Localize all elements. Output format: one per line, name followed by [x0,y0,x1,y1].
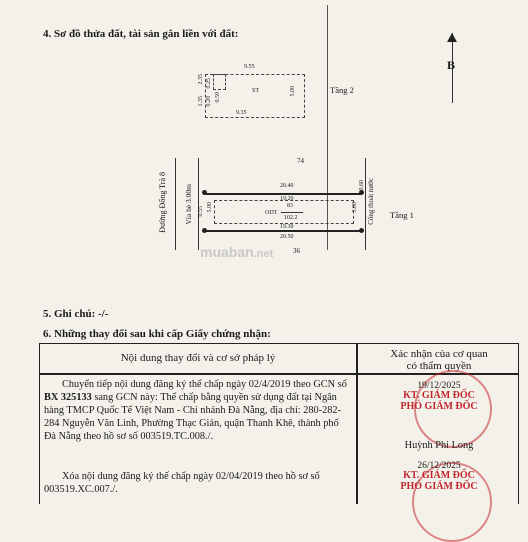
corner-point-1 [202,190,207,195]
row1-line5: Đà Nẵng theo hồ sơ số 003519.TC.008./. [44,431,214,442]
confirm1-title-2: PHÓ GIÁM ĐỐC [400,401,478,412]
parcel-fraction-line [281,212,303,213]
plot-bottom-boundary [204,230,362,232]
floor2-bottom-width: 9.35 [236,110,247,116]
corner-point-2 [359,190,364,195]
floor2-left-dim-1: 2.35 [198,74,204,85]
table-header-confirm-2: có thẩm quyền [406,360,472,372]
plot-bottom-inner: 19.30 [280,224,294,230]
plot-top-boundary [204,193,362,195]
corner-point-3 [202,228,207,233]
floor2-top-width: 9.55 [244,64,255,70]
plot-top-outer: 20.40 [280,183,294,189]
neighbor-bottom-number: 36 [293,247,300,255]
floor2-inner-dim-1: 0.25 [206,78,212,89]
row1-line4: 284 Nguyễn Văn Linh, Phường Thạc Gián, quận Thanh Khê, thành phố [44,418,339,429]
table-header-confirm-1: Xác nhận của cơ quan [390,348,488,360]
floor2-left-dim-2: 1.35 [198,96,204,107]
table-header-content: Nội dung thay đổi và cơ sở pháp lý [120,352,276,364]
row1-line2-rest: sang GCN này: Thế chấp bằng quyền sử dụng đất tại Ngân [91,392,337,403]
floor2-inner-dim-2: 0.20 [206,96,212,107]
row2-line1: Xóa nội dung đăng ký thế chấp ngày 02/04/2019 theo hồ sơ số [62,471,320,482]
watermark [200,244,273,260]
parcel-number: 83 [287,203,293,209]
sidewalk-label: Vỉa hè 3.00m [184,184,193,225]
confirm1-title-1: KT. GIÁM ĐỐC [403,390,475,401]
plot-right-small: 0.60 [359,180,365,191]
sidewalk-edge-line [198,158,199,250]
row1-line1: Chuyển tiếp nội dung đăng ký thế chấp ngày 02/4/2019 theo GCN số [62,379,347,390]
row1-line3: hàng TMCP Quốc Tế Việt Nam - Chi nhánh Đà Nẵng, địa chỉ: 280-282- [44,405,341,416]
drain-edge-line [365,158,366,250]
floor2-room-label: ST [252,88,260,94]
confirm2-date: 26/12/2025 [417,461,461,471]
corner-point-4 [359,228,364,233]
land-type: ODT [265,210,278,216]
plot-right-width: 5.00 [352,202,358,213]
floor1-label: Tầng 1 [390,210,414,220]
north-label: B [447,58,456,72]
confirm2-title-1: KT. GIÁM ĐỐC [403,470,475,481]
confirm1-date: 19/12/2025 [417,381,461,391]
row2-line2: 003519.XC.007./. [44,484,118,495]
section-5-title: 5. Ghi chú: -/- [43,308,109,320]
floor2-side-code: 0.50 [215,92,221,103]
street-edge-line [175,158,176,250]
north-arrow-icon [447,33,457,42]
row1-gcn-code: BX 325133 [44,392,92,403]
drain-label: Cống thoát nước [367,178,375,225]
changes-table [39,343,519,504]
confirm1-signer: Huỳnh Phi Long [404,440,474,451]
floor2-label: Tầng 2 [330,85,354,95]
neighbor-top-number: 74 [297,157,304,165]
plot-area: 102.2 [284,215,298,221]
floor2-stair-block [213,74,226,90]
plot-left-small: 0.55 [198,206,204,217]
plot-top-inner: 19.20 [280,196,294,202]
section-4-title: 4. Sơ đồ thửa đất, tài sản gắn liền với đất: [43,28,239,40]
plot-bottom-outer: 20.50 [280,234,294,240]
floor2-height: 5.00 [290,86,296,97]
row1-line2 [44,391,352,404]
street-name: Đường Đống Trà 8 [158,172,167,233]
watermark-tld: .net [253,248,274,260]
plot-left-width: 5.00 [207,202,213,213]
section-6-title: 6. Những thay đổi sau khi cấp Giấy chứng nhận: [43,328,271,340]
confirm2-title-2: PHÓ GIÁM ĐỐC [400,481,478,492]
watermark-brand: muaban [200,244,254,260]
